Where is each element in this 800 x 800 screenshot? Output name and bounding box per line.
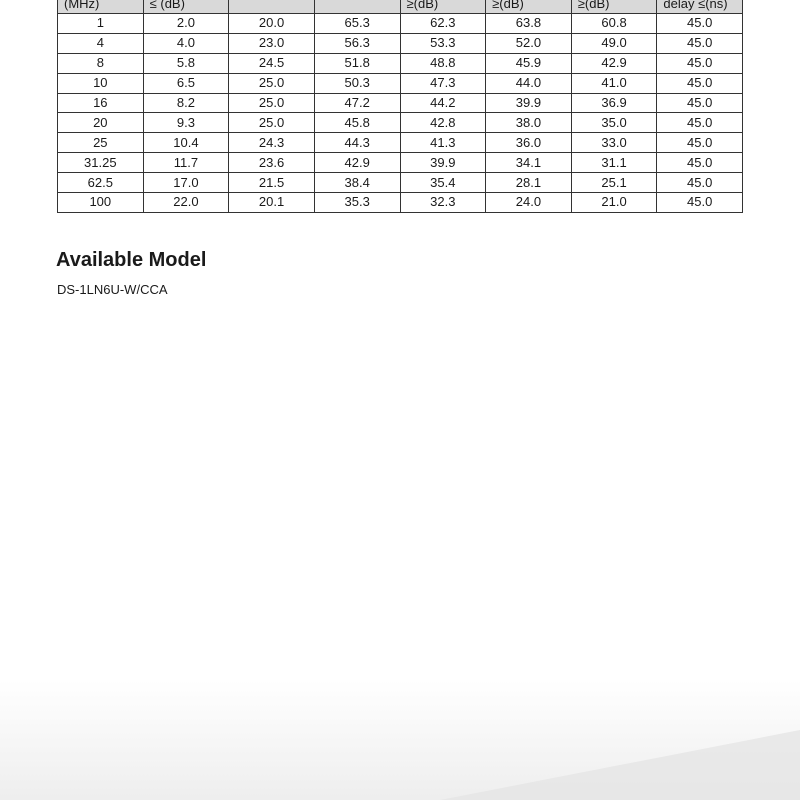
table-cell: 39.9 [486,93,572,113]
table-row [58,193,743,213]
table-cell: 23.6 [229,153,315,173]
table-cell: 36.9 [571,93,657,113]
table-row [58,53,743,73]
table-cell: 23.0 [229,33,315,53]
table-cell: 25 [58,133,144,153]
table-cell: 56.3 [314,33,400,53]
table-cell: 20 [58,113,144,133]
table-row [58,93,743,113]
table-cell: 21.0 [571,193,657,213]
table-cell: 60.8 [571,14,657,34]
table-cell: 45.9 [486,53,572,73]
table-cell: 8.2 [143,93,229,113]
col-header: ≥(dB) [400,0,486,14]
table-cell: 44.0 [486,73,572,93]
table-cell: 32.3 [400,193,486,213]
table-cell: 45.0 [657,33,743,53]
table-row [58,173,743,193]
table-cell: 45.0 [657,93,743,113]
table-cell: 45.0 [657,53,743,73]
table-cell: 63.8 [486,14,572,34]
table-cell: 45.8 [314,113,400,133]
table-cell: 45.0 [657,193,743,213]
table-cell: 25.0 [229,93,315,113]
table-cell: 45.0 [657,73,743,93]
table-cell: 10 [58,73,144,93]
table-cell: 53.3 [400,33,486,53]
table-cell: 8 [58,53,144,73]
table-cell: 45.0 [657,133,743,153]
col-header: delay ≤(ns) [657,0,743,14]
page-shadow [0,680,800,800]
table-row [58,153,743,173]
col-header: (MHz) [58,0,144,14]
table-cell: 11.7 [143,153,229,173]
table-cell: 31.25 [58,153,144,173]
spec-table [57,0,743,213]
table-cell: 51.8 [314,53,400,73]
table-cell: 35.4 [400,173,486,193]
table-cell: 16 [58,93,144,113]
table-cell: 24.0 [486,193,572,213]
table-cell: 33.0 [571,133,657,153]
table-cell: 62.5 [58,173,144,193]
table-cell: 41.0 [571,73,657,93]
table-cell: 24.3 [229,133,315,153]
table-cell: 22.0 [143,193,229,213]
table-cell: 31.1 [571,153,657,173]
col-header: ≥(dB) [571,0,657,14]
table-row [58,33,743,53]
page-corner-shadow [440,730,800,800]
table-cell: 38.0 [486,113,572,133]
table-cell: 20.1 [229,193,315,213]
table-cell: 36.0 [486,133,572,153]
table-cell: 62.3 [400,14,486,34]
col-header: ≤ (dB) [143,0,229,14]
table-cell: 25.0 [229,113,315,133]
table-cell: 4 [58,33,144,53]
table-cell: 47.2 [314,93,400,113]
table-row [58,133,743,153]
table-cell: 52.0 [486,33,572,53]
table-cell: 35.3 [314,193,400,213]
table-cell: 42.8 [400,113,486,133]
table-row [58,73,743,93]
model-number: DS-1LN6U-W/CCA [57,282,168,297]
col-header [229,0,315,14]
table-cell: 35.0 [571,113,657,133]
table-cell: 10.4 [143,133,229,153]
table-row [58,14,743,34]
table-cell: 17.0 [143,173,229,193]
table-cell: 45.0 [657,173,743,193]
table-cell: 25.1 [571,173,657,193]
table-cell: 41.3 [400,133,486,153]
table-cell: 4.0 [143,33,229,53]
table-cell: 20.0 [229,14,315,34]
section-title-available-model: Available Model [56,249,207,271]
table-cell: 49.0 [571,33,657,53]
table-cell: 65.3 [314,14,400,34]
table-header-row [58,0,743,14]
table-cell: 45.0 [657,113,743,133]
table-cell: 39.9 [400,153,486,173]
table-cell: 34.1 [486,153,572,173]
table-cell: 45.0 [657,153,743,173]
table-cell: 45.0 [657,14,743,34]
table-cell: 50.3 [314,73,400,93]
table-cell: 25.0 [229,73,315,93]
table-cell: 21.5 [229,173,315,193]
table-cell: 47.3 [400,73,486,93]
table-cell: 48.8 [400,53,486,73]
table-cell: 1 [58,14,144,34]
table-cell: 42.9 [314,153,400,173]
table-cell: 2.0 [143,14,229,34]
table-cell: 44.3 [314,133,400,153]
table-row [58,113,743,133]
table-cell: 38.4 [314,173,400,193]
table-cell: 9.3 [143,113,229,133]
table-cell: 28.1 [486,173,572,193]
table-cell: 6.5 [143,73,229,93]
table-cell: 24.5 [229,53,315,73]
col-header: ≥(dB) [486,0,572,14]
table-cell: 100 [58,193,144,213]
table-cell: 5.8 [143,53,229,73]
table-cell: 42.9 [571,53,657,73]
table-cell: 44.2 [400,93,486,113]
col-header [314,0,400,14]
